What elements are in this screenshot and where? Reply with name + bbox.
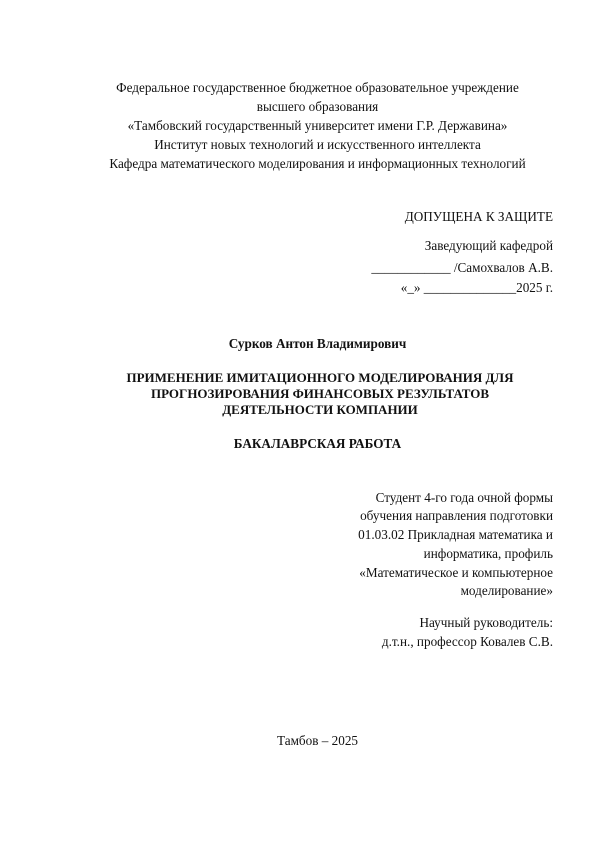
- approval-signature-line: ____________ /Самохвалов А.В.: [371, 260, 553, 275]
- student-line-1: Студент 4-го года очной формы: [375, 490, 553, 505]
- student-line-4: информатика, профиль: [423, 546, 553, 561]
- student-line-5: «Математическое и компьютерное: [359, 565, 553, 580]
- institution-line-3: «Тамбовский государственный университет имени Г.Р. Державина»: [127, 118, 508, 133]
- approval-status: ДОПУЩЕНА К ЗАЩИТЕ: [404, 209, 553, 224]
- work-type: БАКАЛАВРСКАЯ РАБОТА: [233, 436, 402, 451]
- supervisor-name: д.т.н., профессор Ковалев С.В.: [381, 634, 553, 649]
- student-line-3: 01.03.02 Прикладная математика и: [358, 527, 553, 542]
- institution-line-4: Институт новых технологий и искусственного интеллекта: [154, 137, 481, 152]
- department-line: Кафедра математического моделирования и информационных технологий: [109, 156, 526, 171]
- author-name: Сурков Антон Владимирович: [228, 336, 407, 351]
- thesis-title-line-1: ПРИМЕНЕНИЕ ИМИТАЦИОННОГО МОДЕЛИРОВАНИЯ ДЛЯ: [126, 370, 514, 385]
- student-line-2: обучения направления подготовки: [360, 508, 553, 523]
- supervisor-label: Научный руководитель:: [419, 615, 553, 630]
- thesis-title-line-3: ДЕЯТЕЛЬНОСТИ КОМПАНИИ: [222, 402, 418, 417]
- student-line-6: моделирование»: [460, 583, 553, 598]
- city-year-footer: Тамбов – 2025: [276, 733, 359, 748]
- approval-position: Заведующий кафедрой: [424, 238, 553, 253]
- thesis-title-line-2: ПРОГНОЗИРОВАНИЯ ФИНАНСОВЫХ РЕЗУЛЬТАТОВ: [150, 386, 490, 401]
- institution-line-1: Федеральное государственное бюджетное образовательное учреждение: [116, 80, 519, 95]
- institution-line-2: высшего образования: [256, 99, 379, 114]
- approval-date-line: «_» ______________2025 г.: [400, 280, 553, 295]
